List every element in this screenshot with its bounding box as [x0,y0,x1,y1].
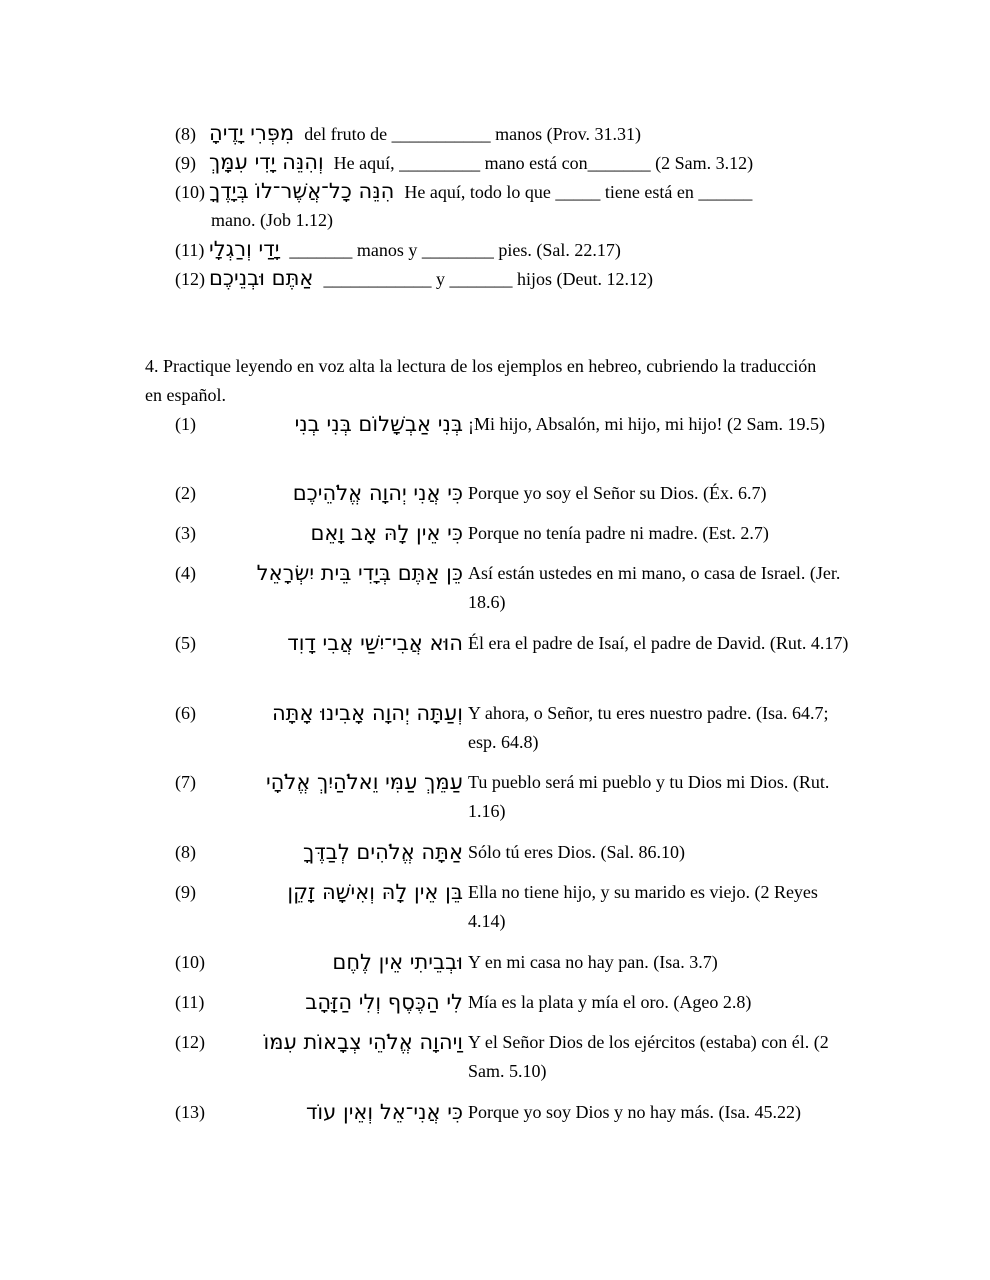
hebrew-phrase: מִפְּרִי יָדֶיהָ [209,121,295,145]
hebrew-text: הוּא אֲבִי־יִשַׁי אֲבִי דָוִד [287,631,463,655]
fill-item [175,264,835,293]
example-number: (11) [175,992,205,1012]
spanish-translation: ¡Mi hijo, Absalón, mi hijo, mi hijo! (2 Sam. 19.5) [468,414,825,434]
example-row [175,948,855,988]
example-row [175,768,855,838]
fill-item [175,119,835,148]
translation-blank: He aquí, _________ mano está con_______ (2 Sam. 3.12) [333,153,754,173]
hebrew-text: וַיהוָה אֱלֹהֵי צְבָאוֹת עִמּוֹ [263,1030,463,1054]
spanish-translation: Y el Señor Dios de los ejércitos (estaba) con él. (2 Sam. 5.10) [468,1032,829,1081]
spanish-translation: Así están ustedes en mi mano, o casa de Israel. (Jer. 18.6) [468,563,841,612]
item-number: (8) [175,124,196,144]
spanish-translation: Porque yo soy Dios y no hay más. (Isa. 45.22) [468,1102,801,1122]
hebrew-phrase: וְהִנֵּה יָדִי עִמָּךְ [209,150,324,174]
hebrew-text: בְּנִי אַבְשָׁלוֹם בְּנִי בְנִי [294,412,463,436]
example-row [175,559,855,629]
example-number: (12) [175,1032,205,1052]
hebrew-phrase: הִנֵּה כָל־אֲשֶׁר־לוֹ בְּיָדֶךָ [209,179,395,203]
spanish-translation: Y ahora, o Señor, tu eres nuestro padre. (Isa. 64.7; esp. 64.8) [468,703,829,752]
hebrew-phrase: אַתֶּם וּבְנֵיכֶם [209,266,314,290]
example-number: (1) [175,414,196,434]
example-number: (7) [175,772,196,792]
spanish-translation: Porque yo soy el Señor su Dios. (Éx. 6.7) [468,483,767,503]
example-row [175,410,855,479]
hebrew-text: אַתָּה אֱלֹהִים לְבַדֶּךָ [302,840,463,864]
spanish-translation: Y en mi casa no hay pan. (Isa. 3.7) [468,952,718,972]
hebrew-text: עַמֵּךְ עַמִּי וֵאלֹהַיִךְ אֱלֹהָי [265,770,463,794]
examples-list [175,410,855,1138]
example-row [175,699,855,768]
translation-blank: ____________ y _______ hijos (Deut. 12.12) [323,269,653,289]
item-number: (12) [175,269,205,289]
fill-item [175,177,835,206]
item-number: (11) [175,240,205,260]
example-number: (2) [175,483,196,503]
translation-blank: del fruto de ___________ manos (Prov. 31.31) [304,124,641,144]
hebrew-text: לִי הַכֶּסֶף וְלִי הַזָּהָב [305,990,463,1014]
example-row [175,1098,855,1138]
example-number: (4) [175,563,196,583]
spanish-translation: Mía es la plata y mía el oro. (Ageo 2.8) [468,992,752,1012]
spanish-translation: Tu pueblo será mi pueblo y tu Dios mi Dios. (Rut. 1.16) [468,772,830,821]
example-row [175,1028,855,1098]
spanish-translation: Sólo tú eres Dios. (Sal. 86.10) [468,842,685,862]
fill-item [175,235,835,264]
fill-item-continuation: mano. (Job 1.12) [211,210,333,230]
translation-blank: _______ manos y ________ pies. (Sal. 22.17) [289,240,621,260]
item-number: (9) [175,153,196,173]
hebrew-text: כִּי אֵין לָהּ אָב וָאֵם [310,521,463,545]
example-row [175,988,855,1028]
item-number: (10) [175,182,205,202]
hebrew-text: וְעַתָּה יְהוָה אָבִינוּ אָתָּה [271,701,463,725]
hebrew-phrase: יָדַי וְרַגְלָי [209,237,280,261]
example-number: (9) [175,882,196,902]
hebrew-text: כִּי אֲנִי־אֵל וְאֵין עוֹד [305,1100,463,1124]
hebrew-text: בֵּן אֵין לָהּ וְאִישָׁהּ זָקֵן [287,880,463,904]
example-row [175,878,855,948]
fill-in-list [175,119,835,293]
example-number: (8) [175,842,196,862]
example-number: (10) [175,952,205,972]
example-row [175,519,855,559]
spanish-translation: Ella no tiene hijo, y su marido es viejo. (2 Reyes 4.14) [468,882,818,931]
example-row [175,838,855,878]
spanish-translation: Porque no tenía padre ni madre. (Est. 2.7) [468,523,769,543]
example-number: (3) [175,523,196,543]
example-number: (5) [175,633,196,653]
translation-blank: He aquí, todo lo que _____ tiene está en ______ [404,182,753,202]
spanish-translation: Él era el padre de Isaí, el padre de David. (Rut. 4.17) [468,633,849,653]
section-4-instruction: 4. Practique leyendo en voz alta la lectura de los ejemplos en hebreo, cubriendo la traducción en español. [145,356,817,405]
example-row [175,629,855,699]
hebrew-text: כֵּן אַתֶּם בְּיָדִי בֵּית יִשְׂרָאֵל [256,561,463,585]
fill-item [175,148,835,177]
hebrew-text: כִּי אֲנִי יְהוָה אֱלֹהֵיכֶם [292,481,463,505]
hebrew-text: וּבְבֵיתִי אֵין לֶחֶם [332,950,463,974]
example-number: (13) [175,1102,205,1122]
example-number: (6) [175,703,196,723]
example-row [175,479,855,519]
